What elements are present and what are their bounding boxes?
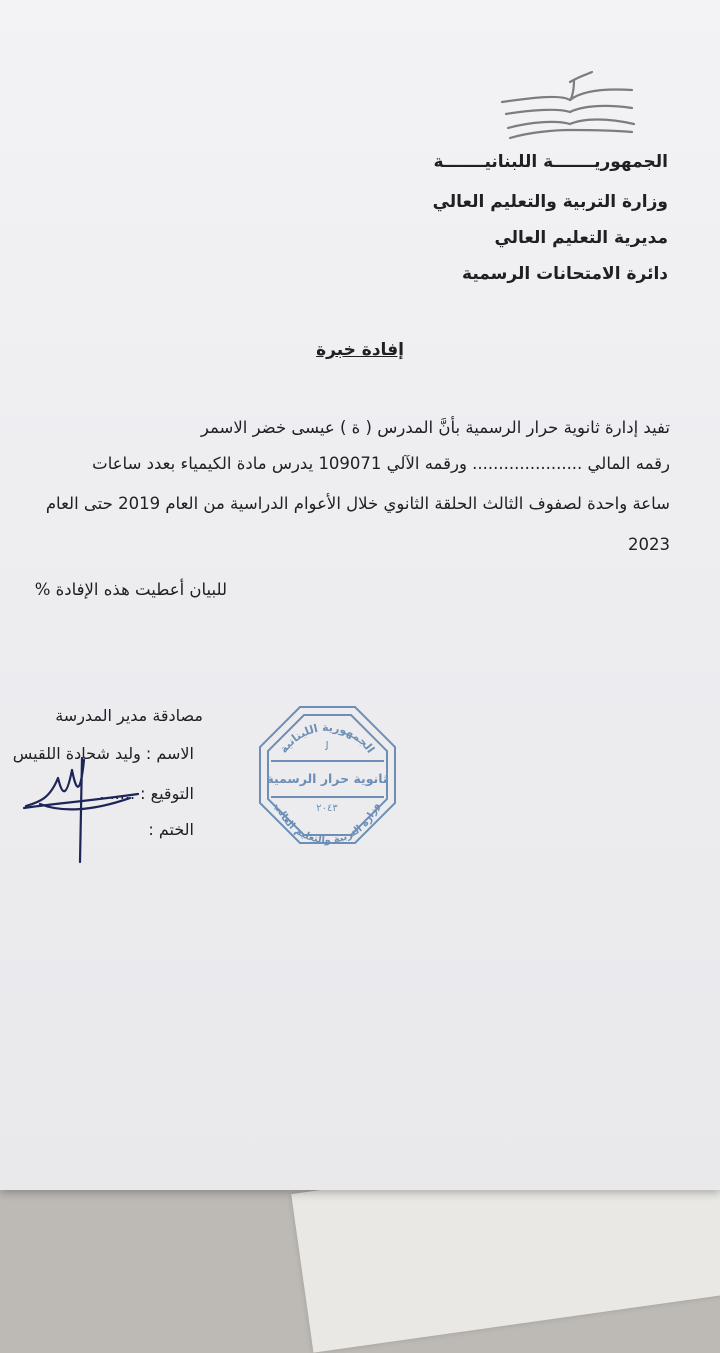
body-line-1: تفيد إدارة ثانوية حرار الرسمية بأنَّ المدرس ( ة ) عيسى خضر الاسمر (200, 418, 670, 437)
header-department: دائرة الامتحانات الرسمية (462, 264, 668, 284)
document-title: إفادة خبرة (316, 340, 404, 360)
stamp-center-text: ثانوية حرار الرسمية (266, 771, 388, 786)
header-directorate: مديرية التعليم العالي (494, 228, 668, 248)
header-republic: الجمهوريـــــــة اللبنانيـــــــة (433, 152, 668, 172)
stamp-top-text: الجمهورية اللبنانية (276, 720, 378, 756)
principal-name: الاسم : وليد شحادة اللقيس (12, 744, 194, 763)
approval-label: مصادقة مدير المدرسة (55, 706, 203, 725)
seal-label: الختم : (148, 820, 194, 839)
body-line-2: رقمه المالي ..................... ورقمه الآلي 109071 يدرس مادة الكيمياء بعدد ساعات (92, 454, 670, 473)
body-line-4: 2023 (628, 535, 670, 554)
stamp-year: ٢٠٤٣ (316, 803, 338, 814)
closing-line: للبيان أعطيت هذه الإفادة % (34, 580, 227, 599)
stamp-bottom-text: وزارة التربية والتعليم العالي (272, 801, 382, 847)
body-line-3: ساعة واحدة لصفوف الثالث الحلقة الثانوي خلال الأعوام الدراسية من العام 2019 حتى العام (45, 494, 670, 513)
handwritten-signature (20, 750, 150, 870)
ministry-logo-icon (500, 70, 640, 145)
header-ministry: وزارة التربية والتعليم العالي (432, 192, 668, 212)
svg-text:ﻟ: ﻟ (325, 739, 329, 753)
school-stamp (255, 703, 400, 848)
signature-label: التوقيع : ....... (99, 784, 194, 803)
